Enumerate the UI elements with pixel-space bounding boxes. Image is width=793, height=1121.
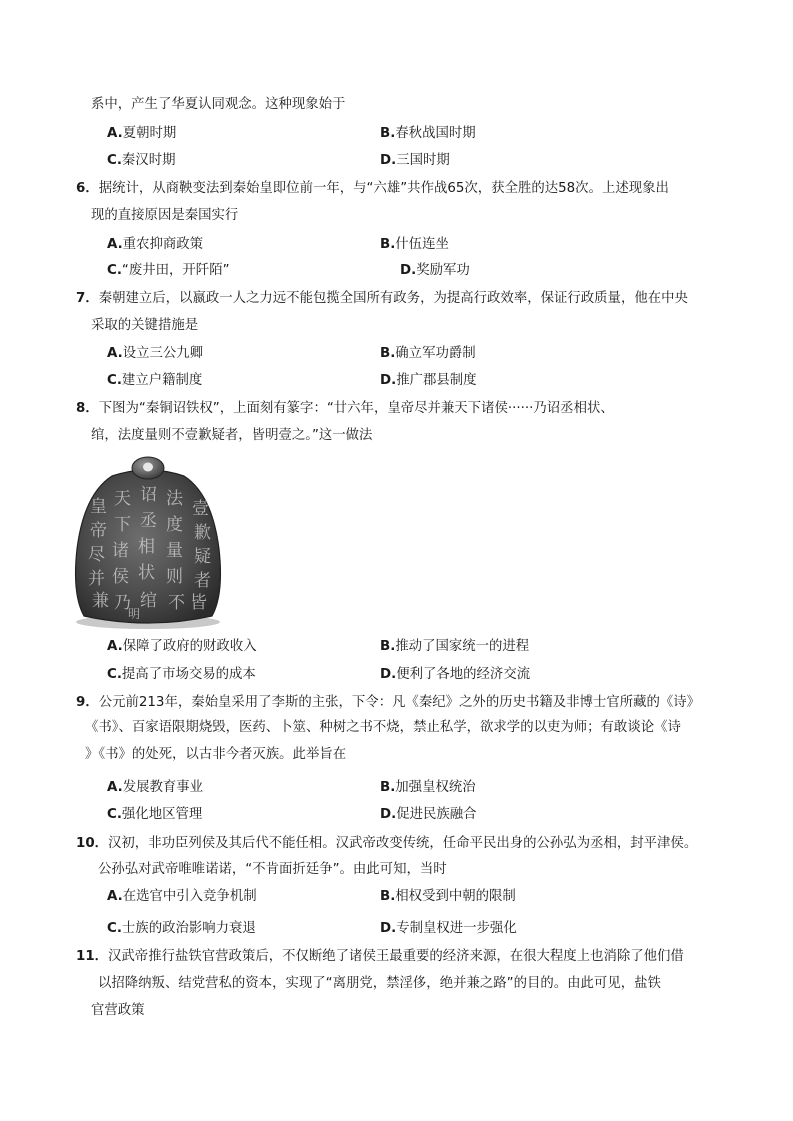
q10-option-c[interactable]: C.士族的政治影响力衰退: [107, 921, 256, 936]
q11-stem-line1: 11．汉武帝推行盐铁官营政策后，不仅断绝了诸侯王最重要的经济来源，在很大程度上也消除了他们借: [76, 949, 684, 964]
q10-stem-line2: 公孙弘对武帝唯唯诺诺，“不肯面折廷争”。由此可知，当时: [98, 862, 447, 877]
glyph: 天: [114, 489, 131, 509]
glyph: 下: [114, 515, 131, 535]
q6-option-c[interactable]: C.“废井田，开阡陌”: [107, 263, 230, 278]
glyph: 兼: [92, 591, 109, 611]
glyph: 诸: [112, 541, 129, 561]
q7-option-b[interactable]: B.确立军功爵制: [380, 346, 476, 361]
q10-option-b[interactable]: B.相权受到中朝的限制: [380, 889, 516, 904]
glyph: 并: [88, 569, 105, 589]
glyph: 侯: [112, 567, 129, 587]
q9-stem-line1: 9．公元前213年，秦始皇采用了李斯的主张，下令：凡《秦纪》之外的历史书籍及非博士官所藏的《诗》: [76, 695, 701, 710]
q5-option-d[interactable]: D.三国时期: [380, 153, 450, 168]
glyph: 则: [166, 567, 183, 587]
qin-bronze-weight-figure: [72, 454, 224, 630]
q9-option-c[interactable]: C.强化地区管理: [107, 807, 203, 822]
q7-stem-line2: 采取的关键措施是: [91, 318, 199, 333]
q10-option-a[interactable]: A.在选官中引入竞争机制: [107, 889, 257, 904]
q7-stem-line1: 7．秦朝建立后，以嬴政一人之力远不能包揽全国所有政务，为提高行政效率，保证行政质量，他在中央: [76, 291, 688, 306]
glyph: 度: [166, 515, 183, 535]
q7-number: 7．: [76, 291, 99, 306]
q6-option-d[interactable]: D.奖励军功: [400, 263, 470, 278]
glyph: 状: [138, 563, 155, 583]
glyph: 乃: [114, 593, 131, 613]
q5-option-a[interactable]: A.夏朝时期: [107, 126, 177, 141]
glyph: 皇: [90, 497, 107, 517]
glyph: 量: [166, 541, 183, 561]
glyph: 诏: [140, 485, 157, 505]
glyph: 壹: [192, 499, 209, 519]
glyph: 明: [128, 607, 141, 621]
q8-option-d[interactable]: D.便利了各地的经济交流: [380, 667, 531, 682]
q7-option-a[interactable]: A.设立三公九卿: [107, 346, 204, 361]
glyph: 帝: [90, 521, 107, 541]
q9-stem-line2: 《书》、百家语限期烧毁，医药、卜筮、种树之书不烧，禁止私学，欲求学的以吏为师；有敢谈论《诗: [85, 720, 681, 735]
glyph: 歉: [194, 523, 211, 543]
q5-option-b[interactable]: B.春秋战国时期: [380, 126, 476, 141]
q11-stem-line2: 以招降纳叛、结党营私的资本，实现了“离朋党，禁淫侈，绝并兼之路”的目的。由此可见，盐铁: [98, 976, 661, 991]
q6-option-b[interactable]: B.什伍连坐: [380, 237, 449, 252]
glyph: 皆: [190, 593, 207, 613]
q8-option-c[interactable]: C.提高了市场交易的成本: [107, 667, 256, 682]
q5-stem-continuation: 系中，产生了华夏认同观念。这种现象始于: [91, 97, 346, 112]
q7-option-d[interactable]: D.推广郡县制度: [380, 373, 477, 388]
q10-stem-line1: 10．汉初，非功臣列侯及其后代不能任相。汉武帝改变传统，任命平民出身的公孙弘为丞相，封平津侯。: [76, 836, 698, 851]
q6-option-a[interactable]: A.重农抑商政策: [107, 237, 204, 252]
q9-number: 9．: [76, 695, 99, 710]
glyph: 丞: [140, 511, 157, 531]
glyph: 不: [168, 593, 185, 613]
glyph: 法: [166, 489, 183, 509]
q8-option-a[interactable]: A.保障了政府的财政收入: [107, 639, 257, 654]
q10-option-d[interactable]: D.专制皇权进一步强化: [380, 921, 517, 936]
q6-stem-line2: 现的直接原因是秦国实行: [91, 208, 239, 223]
q9-option-d[interactable]: D.促进民族融合: [380, 807, 477, 822]
q6-number: 6．: [76, 181, 99, 196]
glyph: 相: [138, 537, 155, 557]
q11-number: 11．: [76, 949, 109, 964]
glyph: 绾: [140, 591, 157, 611]
q8-number: 8．: [76, 401, 99, 416]
q9-option-a[interactable]: A.发展教育事业: [107, 780, 204, 795]
glyph: 疑: [194, 547, 211, 567]
q8-option-b[interactable]: B.推动了国家统一的进程: [380, 639, 530, 654]
weight-knob-hole: [143, 463, 153, 472]
q8-stem-line1: 8．下图为“秦铜诏铁权”，上面刻有篆字：“廿六年，皇帝尽并兼天下诸侯······乃诏丞相状、: [76, 401, 614, 416]
glyph: 者: [194, 571, 211, 591]
q6-stem-line1: 6．据统计，从商鞅变法到秦始皇即位前一年，与“六雄”共作战65次，获全胜的达58次。上述现象出: [76, 181, 669, 196]
q7-option-c[interactable]: C.建立户籍制度: [107, 373, 203, 388]
glyph: 尽: [88, 545, 105, 565]
q11-stem-line3: 官营政策: [91, 1003, 145, 1018]
q9-option-b[interactable]: B.加强皇权统治: [380, 780, 476, 795]
q5-option-c[interactable]: C.秦汉时期: [107, 153, 176, 168]
q8-stem-line2: 绾，法度量则不壹歉疑者，皆明壹之。”这一做法: [91, 428, 373, 443]
q9-stem-line3: 》《书》的处死，以古非今者灭族。此举旨在: [85, 747, 347, 762]
q10-number: 10．: [76, 836, 109, 851]
